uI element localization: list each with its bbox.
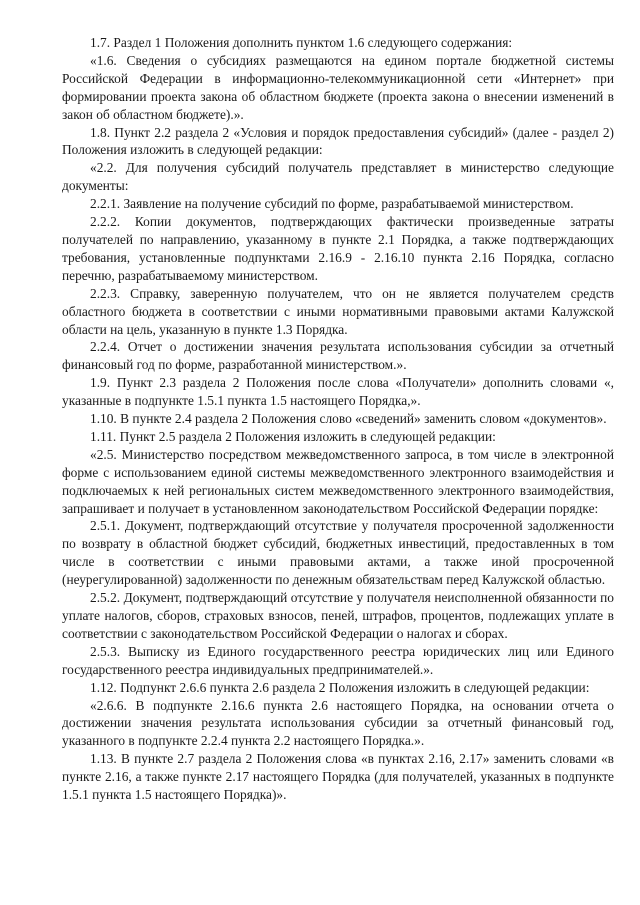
paragraph-2-5-2: 2.5.2. Документ, подтверждающий отсутствие у получателя неисполненной обязанности по уплате налогов, сборов, страховых взносов, пеней, штрафов, процентов, подлежащих уплате в соответствии с законодательством Российской Федерации о налогах и сборах. — [62, 590, 614, 641]
paragraph-2-2: «2.2. Для получения субсидий получатель представляет в министерство следующие документы: — [62, 160, 614, 194]
paragraph-2-6-6: «2.6.6. В подпункте 2.16.6 пункта 2.6 настоящего Порядка, на основании отчета о достижении значения результата использования субсидии за отчетный финансовый год, указанного в подпункте 2.2.4 пункта 2.2 настоящего Порядка.». — [62, 697, 614, 749]
paragraph-2-2-2: 2.2.2. Копии документов, подтверждающих фактически произведенные затраты получателей по направлению, указанному в пункте 2.1 Порядка, а также подтверждающих требования, установленные подпунктами 2.16.9 - 2.16.10 пункта 2.16 Порядка, согласно перечню, разрабатываемому министерством. — [62, 214, 614, 283]
paragraph-2-5-3: 2.5.3. Выписку из Единого государственного реестра юридических лиц или Единого государственного реестра индивидуальных предпринимателей.». — [62, 643, 614, 677]
paragraph-1-10: 1.10. В пункте 2.4 раздела 2 Положения слово «сведений» заменить словом «документов». — [90, 411, 607, 427]
document-page — [62, 34, 614, 804]
paragraph-2-5-1: 2.5.1. Документ, подтверждающий отсутствие у получателя просроченной задолженности по возврату в областной бюджет субсидий, бюджетных инвестиций, предоставленных в том числе в соответствии с иными правовыми актами, а также иной просроченной (неурегулированной) задолженности по денежным обязательствам перед Калужской областью. — [62, 518, 614, 588]
paragraph-1-6-text: «1.6. Сведения о субсидиях размещаются на едином портале бюджетной системы Российской Федерации в информационно-телекоммуникационной сети «Интернет» при формировании проекта закона об областном бюджете (проекта закона о внесении изменений в закон об областном бюджете).». — [62, 52, 614, 122]
paragraph-2-5: «2.5. Министерство посредством межведомственного запроса, в том числе в электронной форме с использованием единой системы межведомственного электронного взаимодействия и подключаемых к ней региональных систем межведомственного электронного взаимодействия, запрашивает и получает в установленном законодательством Российской Федерации порядке: — [62, 446, 614, 516]
paragraph-2-2-4: 2.2.4. Отчет о достижении значения результата использования субсидии за отчетный финансовый год по форме, разработанной министерством.». — [62, 339, 614, 373]
paragraph-1-9: 1.9. Пункт 2.3 раздела 2 Положения после слова «Получатели» дополнить словами «, указанные в подпункте 1.5.1 пункта 1.5 настоящего Порядка,». — [62, 375, 614, 409]
paragraph-1-12: 1.12. Подпункт 2.6.6 пункта 2.6 раздела 2 Положения изложить в следующей редакции: — [90, 679, 590, 695]
paragraph-1-8: 1.8. Пункт 2.2 раздела 2 «Условия и порядок предоставления субсидий» (далее - раздел 2) Положения изложить в следующей редакции: — [62, 124, 614, 158]
paragraph-1-7: 1.7. Раздел 1 Положения дополнить пунктом 1.6 следующего содержания: — [90, 35, 513, 50]
paragraph-1-11: 1.11. Пункт 2.5 раздела 2 Положения изложить в следующей редакции: — [90, 428, 496, 444]
paragraph-2-2-1: 2.2.1. Заявление на получение субсидий по форме, разрабатываемой министерством. — [90, 196, 574, 212]
paragraph-2-2-3: 2.2.3. Справку, заверенную получателем, что он не является получателем средств областного бюджета в соответствии с иными нормативными правовыми актами Калужской области на цель, указанную в пункте 1.3 Порядка. — [62, 285, 614, 337]
paragraph-1-13: 1.13. В пункте 2.7 раздела 2 Положения слова «в пунктах 2.16, 2.17» заменить словами «в пункте 2.16, а также пункте 2.17 настоящего Порядка (для получателей, указанных в подпункте 1.5.1 пункта 1.5 настоящего Порядка)». — [62, 751, 614, 803]
